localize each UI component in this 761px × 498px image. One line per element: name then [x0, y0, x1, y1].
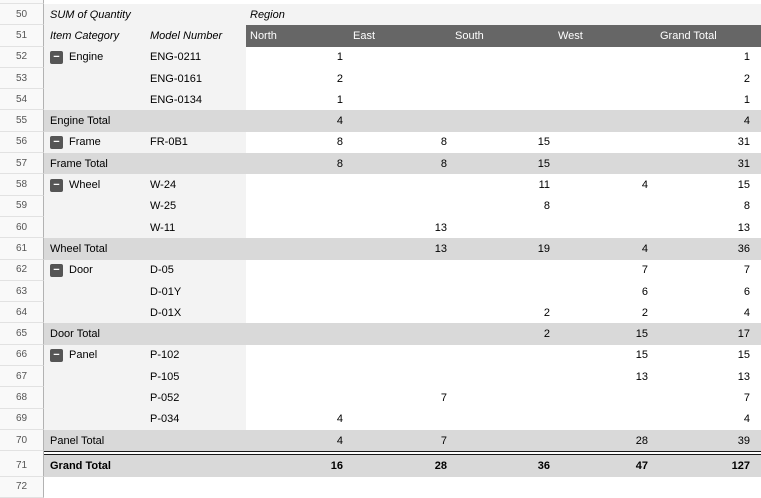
value-cell[interactable]: 1: [656, 89, 761, 110]
value-cell[interactable]: 8: [451, 196, 554, 217]
value-cell[interactable]: [246, 217, 349, 238]
value-cell[interactable]: 15: [656, 345, 761, 366]
item-category-cell[interactable]: [44, 132, 146, 153]
minus-icon: −: [53, 263, 60, 276]
value-cell[interactable]: [451, 217, 554, 238]
value-cell[interactable]: [451, 110, 554, 131]
model-number-cell[interactable]: D-05: [146, 260, 246, 281]
table-row: [0, 477, 761, 498]
table-row: [0, 132, 761, 153]
row-header-70[interactable]: 70: [0, 430, 44, 451]
row-header-61[interactable]: 61: [0, 238, 44, 259]
item-category-cell[interactable]: [44, 387, 146, 408]
value-cell[interactable]: 31: [656, 132, 761, 153]
model-number-cell[interactable]: FR-0B1: [146, 132, 246, 153]
value-cell[interactable]: 2: [451, 323, 554, 344]
item-category-cell[interactable]: [44, 89, 146, 110]
value-cell[interactable]: 15: [554, 345, 656, 366]
value-cell[interactable]: [554, 68, 656, 89]
model-number-cell[interactable]: P-102: [146, 345, 246, 366]
collapse-button[interactable]: [50, 51, 63, 64]
value-cell[interactable]: [349, 281, 451, 302]
value-cell[interactable]: [554, 153, 656, 174]
table-row: [0, 217, 761, 238]
value-cell[interactable]: 13: [349, 238, 451, 259]
model-number-cell[interactable]: ENG-0211: [146, 47, 246, 68]
row-header-64[interactable]: 64: [0, 302, 44, 323]
table-row: [0, 68, 761, 89]
value-cell[interactable]: [451, 409, 554, 430]
value-cell[interactable]: [246, 260, 349, 281]
row-header-71[interactable]: 71: [0, 455, 44, 476]
value-cell[interactable]: [554, 409, 656, 430]
value-cell[interactable]: 13: [656, 366, 761, 387]
model-number-cell[interactable]: D-01X: [146, 302, 246, 323]
value-cell[interactable]: [349, 260, 451, 281]
value-cell[interactable]: [246, 281, 349, 302]
value-cell[interactable]: 1: [246, 47, 349, 68]
subtotal-row: [0, 238, 761, 259]
row-header-53[interactable]: 53: [0, 68, 44, 89]
table-row: [0, 174, 761, 195]
value-cell[interactable]: 19: [451, 238, 554, 259]
item-category-cell[interactable]: [44, 345, 146, 366]
model-number-cell[interactable]: ENG-0161: [146, 68, 246, 89]
table-row: [0, 387, 761, 408]
row-header-63[interactable]: 63: [0, 281, 44, 302]
model-number-cell[interactable]: W-24: [146, 174, 246, 195]
value-cell[interactable]: [246, 302, 349, 323]
row-header-69[interactable]: 69: [0, 409, 44, 430]
model-number-cell[interactable]: P-105: [146, 366, 246, 387]
value-cell[interactable]: 127: [656, 455, 761, 476]
region-header-east[interactable]: East: [349, 25, 451, 46]
value-cell[interactable]: 4: [656, 409, 761, 430]
model-number-cell[interactable]: W-11: [146, 217, 246, 238]
table-row: [0, 260, 761, 281]
value-cell[interactable]: 7: [349, 387, 451, 408]
value-cell[interactable]: 8: [349, 153, 451, 174]
item-category-header[interactable]: Item Category: [44, 25, 146, 46]
value-cell[interactable]: 15: [656, 174, 761, 195]
value-cell[interactable]: 28: [554, 430, 656, 451]
value-cell[interactable]: [451, 260, 554, 281]
value-cell[interactable]: [451, 345, 554, 366]
value-cell[interactable]: 13: [656, 217, 761, 238]
value-cell[interactable]: [451, 47, 554, 68]
item-category-cell[interactable]: [44, 174, 146, 195]
item-category-cell[interactable]: [44, 409, 146, 430]
value-cell[interactable]: 28: [349, 455, 451, 476]
value-cell[interactable]: [349, 89, 451, 110]
model-number-cell[interactable]: D-01Y: [146, 281, 246, 302]
value-cell[interactable]: [246, 387, 349, 408]
row-header-57[interactable]: 57: [0, 153, 44, 174]
item-category-cell[interactable]: [44, 366, 146, 387]
pivot-title-row: [0, 4, 761, 25]
value-cell[interactable]: 31: [656, 153, 761, 174]
value-cell[interactable]: [246, 345, 349, 366]
grand-total-row: [0, 455, 761, 476]
value-cell[interactable]: [246, 174, 349, 195]
value-cell[interactable]: [349, 323, 451, 344]
table-row: [0, 47, 761, 68]
value-cell[interactable]: [451, 68, 554, 89]
value-cell[interactable]: 17: [656, 323, 761, 344]
model-number-cell[interactable]: P-034: [146, 409, 246, 430]
pivot-header-row: [0, 25, 761, 46]
value-cell[interactable]: 13: [349, 217, 451, 238]
value-cell[interactable]: 2: [451, 302, 554, 323]
row-header-58[interactable]: 58: [0, 174, 44, 195]
value-cell[interactable]: [349, 345, 451, 366]
total-label-cell[interactable]: Engine Total: [44, 110, 246, 131]
table-row: [0, 345, 761, 366]
item-category-cell[interactable]: [44, 68, 146, 89]
item-category-label: Panel: [69, 349, 98, 362]
total-label-cell[interactable]: Grand Total: [44, 455, 246, 476]
value-cell[interactable]: 15: [451, 153, 554, 174]
minus-icon: −: [53, 135, 60, 148]
subtotal-row: [0, 430, 761, 451]
value-cell[interactable]: [554, 387, 656, 408]
subtotal-row: [0, 110, 761, 131]
total-label-cell[interactable]: Frame Total: [44, 153, 246, 174]
value-cell[interactable]: [349, 196, 451, 217]
value-cell[interactable]: [246, 366, 349, 387]
row-header-66[interactable]: 66: [0, 345, 44, 366]
value-cell[interactable]: [349, 47, 451, 68]
value-cell[interactable]: 47: [554, 455, 656, 476]
value-cell[interactable]: 4: [554, 238, 656, 259]
region-field-cell[interactable]: Region: [246, 4, 761, 25]
value-cell[interactable]: [451, 430, 554, 451]
value-cell[interactable]: 6: [554, 281, 656, 302]
model-number-cell[interactable]: P-052: [146, 387, 246, 408]
row-header-67[interactable]: 67: [0, 366, 44, 387]
value-cell[interactable]: [349, 409, 451, 430]
value-cell[interactable]: 8: [246, 153, 349, 174]
collapse-button[interactable]: [50, 349, 63, 362]
value-cell[interactable]: 4: [246, 110, 349, 131]
pivot-body: [0, 47, 761, 477]
value-cell[interactable]: [554, 196, 656, 217]
empty-cells: [44, 477, 761, 498]
row-header-52[interactable]: 52: [0, 47, 44, 68]
value-cell[interactable]: [246, 323, 349, 344]
row-header-54[interactable]: 54: [0, 89, 44, 110]
value-cell[interactable]: [554, 217, 656, 238]
value-cell[interactable]: 4: [656, 302, 761, 323]
value-cell[interactable]: 15: [554, 323, 656, 344]
value-cell[interactable]: 36: [451, 455, 554, 476]
value-cell[interactable]: 2: [656, 68, 761, 89]
value-cell[interactable]: 4: [246, 430, 349, 451]
item-category-label: Frame: [69, 136, 101, 149]
value-cell[interactable]: [349, 174, 451, 195]
value-cell[interactable]: 8: [349, 132, 451, 153]
row-header-59[interactable]: 59: [0, 196, 44, 217]
item-category-label: Engine: [69, 51, 104, 64]
row-header-72[interactable]: 72: [0, 477, 44, 498]
value-cell[interactable]: [349, 302, 451, 323]
row-header-51[interactable]: 51: [0, 25, 44, 46]
minus-icon: −: [53, 348, 60, 361]
subtotal-row: [0, 153, 761, 174]
region-header-west[interactable]: West: [554, 25, 656, 46]
row-header-65[interactable]: 65: [0, 323, 44, 344]
value-cell[interactable]: [349, 366, 451, 387]
value-cell[interactable]: 36: [656, 238, 761, 259]
value-cell[interactable]: 6: [656, 281, 761, 302]
value-cell[interactable]: [451, 281, 554, 302]
total-label-cell[interactable]: Door Total: [44, 323, 246, 344]
table-row: [0, 302, 761, 323]
minus-icon: −: [53, 50, 60, 63]
row-header-68[interactable]: 68: [0, 387, 44, 408]
region-header-north[interactable]: North: [246, 25, 349, 46]
value-cell[interactable]: 8: [656, 196, 761, 217]
region-header-south[interactable]: South: [451, 25, 554, 46]
table-row: [0, 196, 761, 217]
row-header-56[interactable]: 56: [0, 132, 44, 153]
value-cell[interactable]: [349, 110, 451, 131]
value-cell[interactable]: [554, 132, 656, 153]
value-cell[interactable]: [246, 238, 349, 259]
minus-icon: −: [53, 178, 60, 191]
item-category-cell[interactable]: [44, 47, 146, 68]
collapse-button[interactable]: [50, 179, 63, 192]
item-category-label: Door: [69, 264, 93, 277]
value-cell[interactable]: [246, 196, 349, 217]
collapse-button[interactable]: [50, 264, 63, 277]
table-row: [0, 281, 761, 302]
row-header-62[interactable]: 62: [0, 260, 44, 281]
value-cell[interactable]: 16: [246, 455, 349, 476]
model-number-cell[interactable]: W-25: [146, 196, 246, 217]
value-cell[interactable]: 13: [554, 366, 656, 387]
collapse-button[interactable]: [50, 136, 63, 149]
total-label-cell[interactable]: Wheel Total: [44, 238, 246, 259]
row-header-60[interactable]: 60: [0, 217, 44, 238]
value-cell[interactable]: 15: [451, 132, 554, 153]
table-row: [0, 366, 761, 387]
table-row: [0, 89, 761, 110]
item-category-cell[interactable]: [44, 217, 146, 238]
item-category-cell[interactable]: [44, 260, 146, 281]
value-cell[interactable]: [451, 366, 554, 387]
row-header-55[interactable]: 55: [0, 110, 44, 131]
value-cell[interactable]: [451, 89, 554, 110]
value-cell[interactable]: [554, 110, 656, 131]
value-cell[interactable]: 7: [554, 260, 656, 281]
value-cell[interactable]: 8: [246, 132, 349, 153]
value-cell[interactable]: 2: [246, 68, 349, 89]
subtotal-row: [0, 323, 761, 344]
value-cell[interactable]: 11: [451, 174, 554, 195]
value-cell[interactable]: [554, 47, 656, 68]
value-cell[interactable]: [451, 387, 554, 408]
item-category-cell[interactable]: [44, 196, 146, 217]
value-cell[interactable]: 4: [554, 174, 656, 195]
row-header-50[interactable]: 50: [0, 4, 44, 25]
value-cell[interactable]: 1: [246, 89, 349, 110]
item-category-label: Wheel: [69, 179, 101, 192]
item-category-cell[interactable]: [44, 302, 146, 323]
value-cell[interactable]: 39: [656, 430, 761, 451]
region-header-grand-total[interactable]: Grand Total: [656, 25, 761, 46]
value-cell[interactable]: [349, 68, 451, 89]
value-cell[interactable]: 7: [656, 260, 761, 281]
total-label-cell[interactable]: Panel Total: [44, 430, 246, 451]
value-cell[interactable]: 7: [349, 430, 451, 451]
value-cell[interactable]: 2: [554, 302, 656, 323]
value-cell[interactable]: 4: [246, 409, 349, 430]
value-cell[interactable]: 4: [656, 110, 761, 131]
item-category-cell[interactable]: [44, 281, 146, 302]
table-row: [0, 409, 761, 430]
sum-of-quantity-cell[interactable]: SUM of Quantity: [44, 4, 246, 25]
value-cell[interactable]: [554, 89, 656, 110]
value-cell[interactable]: 1: [656, 47, 761, 68]
model-number-cell[interactable]: ENG-0134: [146, 89, 246, 110]
value-cell[interactable]: 7: [656, 387, 761, 408]
model-number-header[interactable]: Model Number: [146, 25, 246, 46]
